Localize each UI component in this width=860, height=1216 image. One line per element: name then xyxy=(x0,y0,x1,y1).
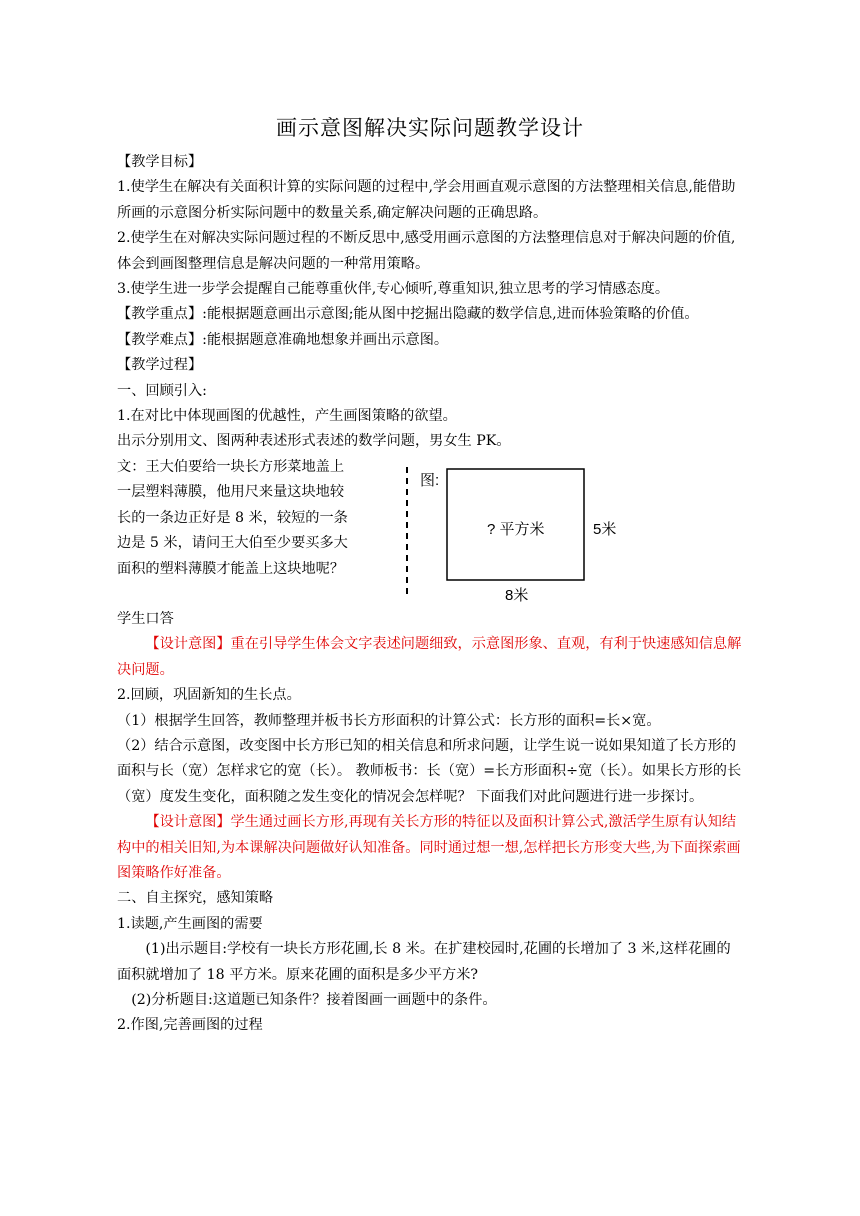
design-intent-text: 重在引导学生体会文字表述问题细致，示意图形象、直观，有利于快速感知信息解决问题。 xyxy=(117,636,742,678)
process-heading: 【教学过程】 xyxy=(117,357,203,374)
item-2: 2.回顾，巩固新知的生长点。 xyxy=(117,687,301,704)
design-intent-tag: 【设计意图】 xyxy=(145,636,231,653)
goal-2: 2.使学生在对解决实际问题过程的不断反思中,感受用画示意图的方法整理信息对于解决问题的价值,体会到画图整理信息是解决问题的一种常用策略。 xyxy=(117,230,736,272)
goal-1: 1.使学生在解决有关面积计算的实际问题的过程中,学会用画直观示意图的方法整理相关信息,能借助所画的示意图分析实际问题中的数量关系,确定解决问题的正确思路。 xyxy=(117,179,736,221)
read-sub-1: (1)出示题目:学校有一块长方形花圃,长 8 米。在扩建校园时,花圃的长增加了 3 米,这样花圃的面积就增加了 18 平方米。原来花圃的面积是多少平方米? xyxy=(117,941,731,983)
length-label: 8米 xyxy=(505,586,529,604)
design-intent-1 xyxy=(117,632,742,683)
document-title: 画示意图解决实际问题教学设计 xyxy=(276,116,584,140)
design-intent-text: 学生通过画长方形,再现有关长方形的特征以及面积计算公式,激活学生原有认知结构中的相关旧知,为本课解决问题做好认知准备。同时通过想一想,怎样把长方形变大些,为下面探索画图策略作好准备。 xyxy=(117,814,741,881)
difficult-points: 【教学难点】:能根据题意准确地想象并画出示意图。 xyxy=(117,331,449,348)
key-points: 【教学重点】:能根据题意画出示意图;能从图中挖掘出隐藏的数学信息,进而体验策略的价值。 xyxy=(117,306,699,323)
student-answer: 学生口答 xyxy=(117,610,174,627)
goals-heading: 【教学目标】 xyxy=(117,154,203,170)
item-1-description: 出示分别用文、图两种表述形式表述的数学问题，男女生 PK。 xyxy=(117,433,511,450)
draw-item: 2.作图,完善画图的过程 xyxy=(117,1017,263,1034)
item-1: 1.在对比中体现画图的优越性，产生画图策略的欲望。 xyxy=(117,408,457,425)
design-intent-tag: 【设计意图】 xyxy=(145,814,231,831)
sub-item-2: （2）结合示意图，改变图中长方形已知的相关信息和所求问题，让学生说一说如果知道了长方形的面积与长（宽）怎样求它的宽（长）。 教师板书：长（宽）=长方形面积÷宽（长）。如果长方形的长（宽）度发生变化，面积随之发生变化的情况会怎样呢？ 下面我们对此问题进行进一步探讨。 xyxy=(117,737,742,805)
goal-3: 3.使学生进一步学会提醒自己能尊重伙伴,专心倾听,尊重知识,独立思考的学习情感态度。 xyxy=(117,281,670,298)
figure-label: 图: xyxy=(420,471,440,489)
design-intent-2 xyxy=(117,810,742,886)
document-body xyxy=(117,150,742,1039)
rectangle-figure xyxy=(405,459,740,604)
problem-text: 文：王大伯要给一块长方形菜地盖上一层塑料薄膜，他用尺来量这块地较长的一条边正好是 8 米，较短的一条边是 5 米，请问王大伯至少要买多大面积的塑料薄膜才能盖上这块地呢？ xyxy=(117,458,348,577)
section-2-heading: 二、自主探究，感知策略 xyxy=(117,890,274,907)
problem-with-figure xyxy=(117,455,742,607)
width-label: 5米 xyxy=(593,520,617,538)
read-sub-2: (2)分析题目:这道题已知条件？接着图画一画题中的条件。 xyxy=(131,991,497,1008)
section-1-heading: 一、回顾引入: xyxy=(117,382,207,399)
area-label: ? 平方米 xyxy=(487,520,545,538)
sub-item-1: （1）根据学生回答，教师整理并板书长方形面积的计算公式：长方形的面积=长×宽。 xyxy=(117,712,661,729)
read-item: 1.读题,产生画图的需要 xyxy=(117,915,263,932)
